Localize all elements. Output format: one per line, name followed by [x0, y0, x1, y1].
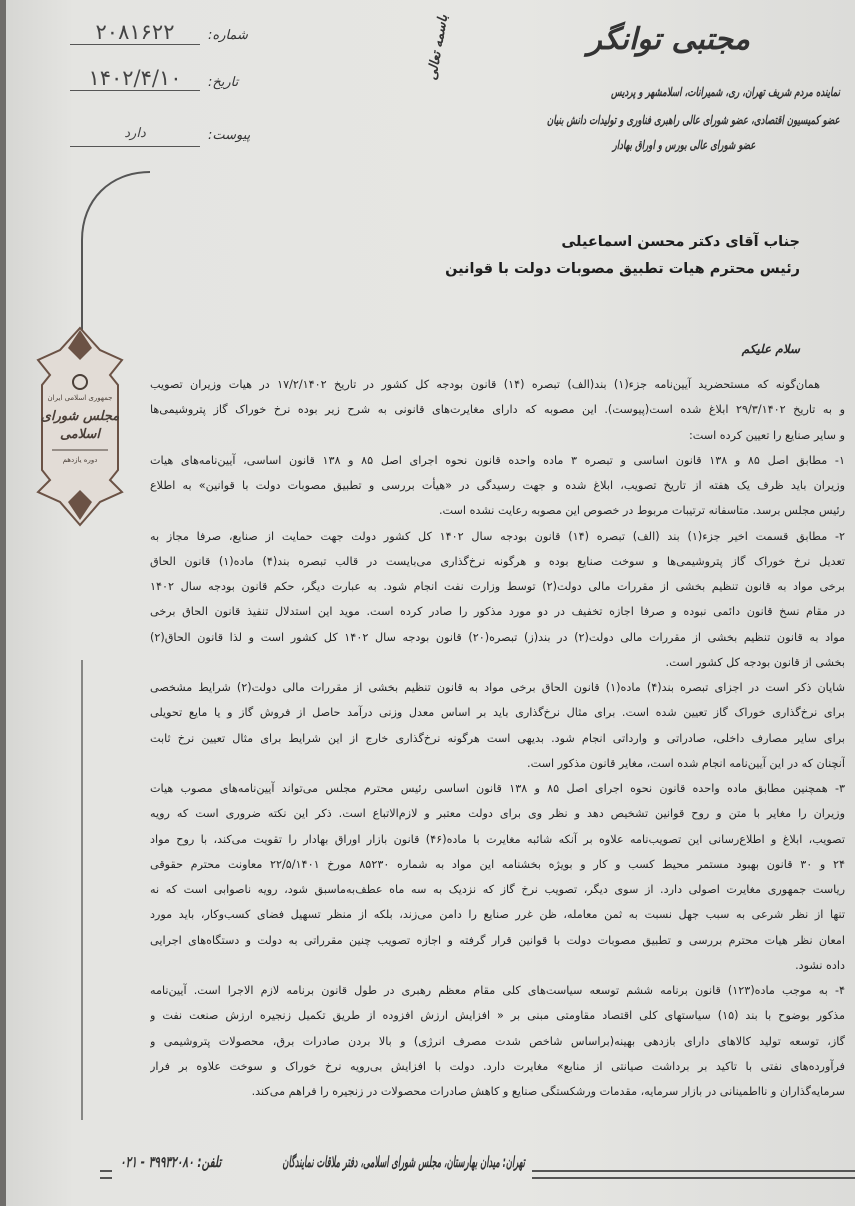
sender-constituency: نماینده مردم شریف تهران، ری، شمیرانات، اسلامشهر و پردیس [611, 85, 840, 99]
body-line: و به تاریخ ۲۹/۳/۱۴۰۲ ابلاغ شده است(پیوست). این مصوبه که دارای مغایرت‌های قانونی به شرح زیر بوده نرخ خوراک گاز پتروشیمی‌ها [150, 403, 845, 417]
body-line: برخی مواد به قانون تنظیم بخشی از مقررات مالی دولت(۲) توسط وزارت نفت انجام شود. به عبارت دیگر، حکم قانون بودجه سال ۱۴۰۲ [150, 580, 845, 593]
phone-label: تلفن: [197, 1153, 222, 1171]
body-line: ۴- به موجب ماده(۱۲۳) قانون برنامه ششم توسعه سیاست‌های کلی مقام معظم رهبری در طول قانون برنامه لازم الاجرا است. آیین‌نامه [150, 984, 845, 997]
sender-name: مجتبی توانگر [587, 22, 750, 57]
body-line: بخشی از قانون بودجه کل کشور است. [665, 655, 845, 669]
body-line: وزیران باید ظرف یک هفته از تاریخ تصویب، ابلاغ شده و جهت رسیدگی در «هیأت بررسی و تطبیق مصوبات دولت با قوانین» به اطلاع [150, 479, 845, 492]
body-line: برای نرخ‌گذاری خوراک گاز تعیین شده است. برای مثال نرخ‌گذاری باید بر اساس معدل وزنی درآمد حاصل از فروش گاز و یا مایع تحویلی [150, 706, 845, 720]
body-line: شایان ذکر است در اجزای تبصره بند(۴) ماده(۱) قانون الحاق برخی مواد به قانون تنظیم بخشی از مقررات مالی دولت(۲) شرایط مشخصی [150, 681, 845, 694]
body-line: تنها از نظر شرعی به سبب جهل نسبت به ثمن معامله، ظن غرر صنایع را دامن می‌زند، بلکه از منظر تسهیل فضای کسب‌وکار، باید مورد [150, 908, 845, 922]
body-line: ۲۴ و ۳۰ قانون بهبود مستمر محیط کسب و کار و بویژه بخشنامه این مواد به شماره ۸۵۲۳۰ مورخ ۲۲/۵/۱۴۰۱ معاونت محترم حقوقی [150, 857, 845, 871]
letter-body [150, 372, 845, 1104]
body-line: سرمایه‌گذاران و نااطمینانی در بازار سرمایه، مقدمات ورشکستگی صنایع و کاهش صادرات محصولات در زنجیره را فراهم می‌کند. [251, 1085, 845, 1098]
footer-address: تهران: میدان بهارستان، مجلس شورای اسلامی، دفتر ملاقات نمایندگان [282, 1153, 525, 1171]
emblem-top-text: جمهوری اسلامی ایران [47, 394, 113, 402]
footer-phone [120, 1153, 221, 1171]
body-line: امعان نظر هیات محترم بررسی و تطبیق مصوبات دولت با قوانین قرار گرفته و اجازه تصویب چنین مقرراتی به دولت و دستگاه‌های اجرایی [150, 933, 845, 947]
body-line: ۱- مطابق اصل ۸۵ و ۱۳۸ قانون اساسی و تبصره ۳ ماده واحده قانون نحوه اجرای اصل ۸۵ و ۱۳۸ قانون اساسی، آیین‌نامه‌های هیات [150, 453, 845, 467]
number-label: شماره: [208, 28, 248, 43]
sender-committees: عضو کمیسیون اقتصادی، عضو شورای عالی راهبری فناوری و تولیدات دانش بنیان [547, 113, 840, 127]
body-line: در مقام نسخ قانون دائمی نبوده و صرفا اجازه تخفیف در دو مورد مذکور را صادر کرده است. موید این استدلال تنفیذ قانون الحاق برخی [150, 605, 845, 619]
emblem-term: دوره یازدهم [62, 456, 98, 464]
date-value: ۱۴۰۲/۴/۱۰ [70, 66, 200, 91]
footer-rule-left [100, 1170, 112, 1179]
recipient-name: جناب آقای دکتر محسن اسماعیلی [561, 234, 800, 250]
body-line: وزیران را مغایر با متن و روح قوانین تشخیص دهد و نظر وی برای دولت معتبر و لازم‌الاتباع است. ذکر این نکته ضروری است که رویه [150, 807, 845, 821]
body-line: تصویب، ابلاغ و اطلاع‌رسانی این تصویب‌نامه علاوه بر آنکه شائبه مغایرت با ماده(۴۶) قانون بازار اوراق بهادار را تقویت می‌کند، با روح مواد [150, 832, 845, 846]
body-line: و سایر صنایع را تعیین کرده است: [688, 428, 845, 442]
body-line: مذکور بوضوح با بند (۱۵) سیاستهای کلی اقتصاد مقاومتی مبنی بر « افزایش ارزش افزوده از طریق تکمیل زنجیره ارزش صنعت نفت و [150, 1009, 845, 1023]
body-line: فرآورده‌های نفتی با تاکید بر برداشت صیانتی از منابع» مغایرت دارد. دولت با افزایش بی‌رویه نرخ خوراک و سوخت علاوه بر فرار [150, 1059, 845, 1073]
body-line: ۲- مطابق قسمت اخیر جزء(۱) بند (الف) تبصره (۱۴) قانون بودجه سال ۱۴۰۲ کل کشور دولت جهت حمایت از صنایع، صرفا مجاز به [150, 529, 845, 543]
body-line: رئیس مجلس برسد. متاسفانه ترتیبات مربوط در خصوص این مصوبه رعایت نشده است. [439, 504, 845, 518]
body-line: تعدیل نرخ خوراک گاز پتروشیمی‌ها و سوخت صنایع بوده و هرگونه نرخ‌گذاری می‌بایست در قالب تبصره بند(۴) ماده(۱) قانون الحاق [150, 554, 845, 568]
date-label: تاریخ: [208, 75, 239, 90]
body-line: گاز، توسعه تولید کالاهای دارای بازدهی بهینه(براساس شاخص شدت مصرف انرژی) و بالا بردن صادرات برق، محصولات پتروشیمی و [150, 1034, 845, 1048]
number-value: ۲۰۸۱۶۲۲ [70, 20, 200, 45]
body-line: برای سایر مصارف داخلی، صادراتی و وارداتی انجام شود. بدیهی است هرگونه نرخ‌گذاری خارج از این شرایط برای مثال تعیین نرخ ثابت [150, 731, 845, 745]
phone-number: ۰۲۱ - ۳۹۹۳۲۰۸۰ [120, 1153, 194, 1171]
footer-rule-right [532, 1170, 855, 1179]
body-line: ۳- همچنین مطابق ماده واحده قانون نحوه اجرای اصل ۸۵ و ۱۳۸ قانون اساسی رئیس محترم مجلس می‌تواند آیین‌نامه‌های مصوب هیات [150, 782, 845, 795]
invocation: باسمه تعالی [424, 13, 452, 82]
body-line: مواد به قانون تنظیم بخشی از مقررات مالی دولت(۲) در بند(ز) تبصره(۲۰) قانون بودجه سال ۱۴۰۲ کل کشور است و لذا قانون الحاق(۲) [150, 630, 845, 644]
attachment-label: پیوست: [208, 128, 251, 143]
body-line: آنچنان که در این آیین‌نامه انجام شده است، مغایر قانون مذکور است. [527, 756, 845, 770]
body-line: همان‌گونه که مستحضرید آیین‌نامه جزء(۱) بند(الف) تبصره (۱۴) قانون بودجه کل کشور در تاریخ ۱۷/۲/۱۴۰۲ در هیات وزیران تصویب [150, 378, 820, 391]
emblem-title: مجلس شورای اسلامی [40, 409, 120, 442]
sender-council: عضو شورای عالی بورس و اوراق بهادار [612, 138, 755, 152]
decorative-frame-line [0, 160, 160, 1120]
recipient-title: رئیس محترم هیات تطبیق مصوبات دولت با قوانین [445, 261, 800, 277]
body-line: داده نشود. [795, 958, 845, 972]
parliament-emblem [30, 320, 130, 530]
body-line: ریاست جمهوری مغایرت اصولی دارد. از سوی دیگر، تصویب نرخ گاز که نزدیک به سه ماه عطف‌به‌ماسبق شود، رویه ناصوابی است که نه [150, 883, 845, 896]
greeting: سلام علیکم [741, 342, 800, 356]
attachment-value: دارد [70, 122, 200, 147]
